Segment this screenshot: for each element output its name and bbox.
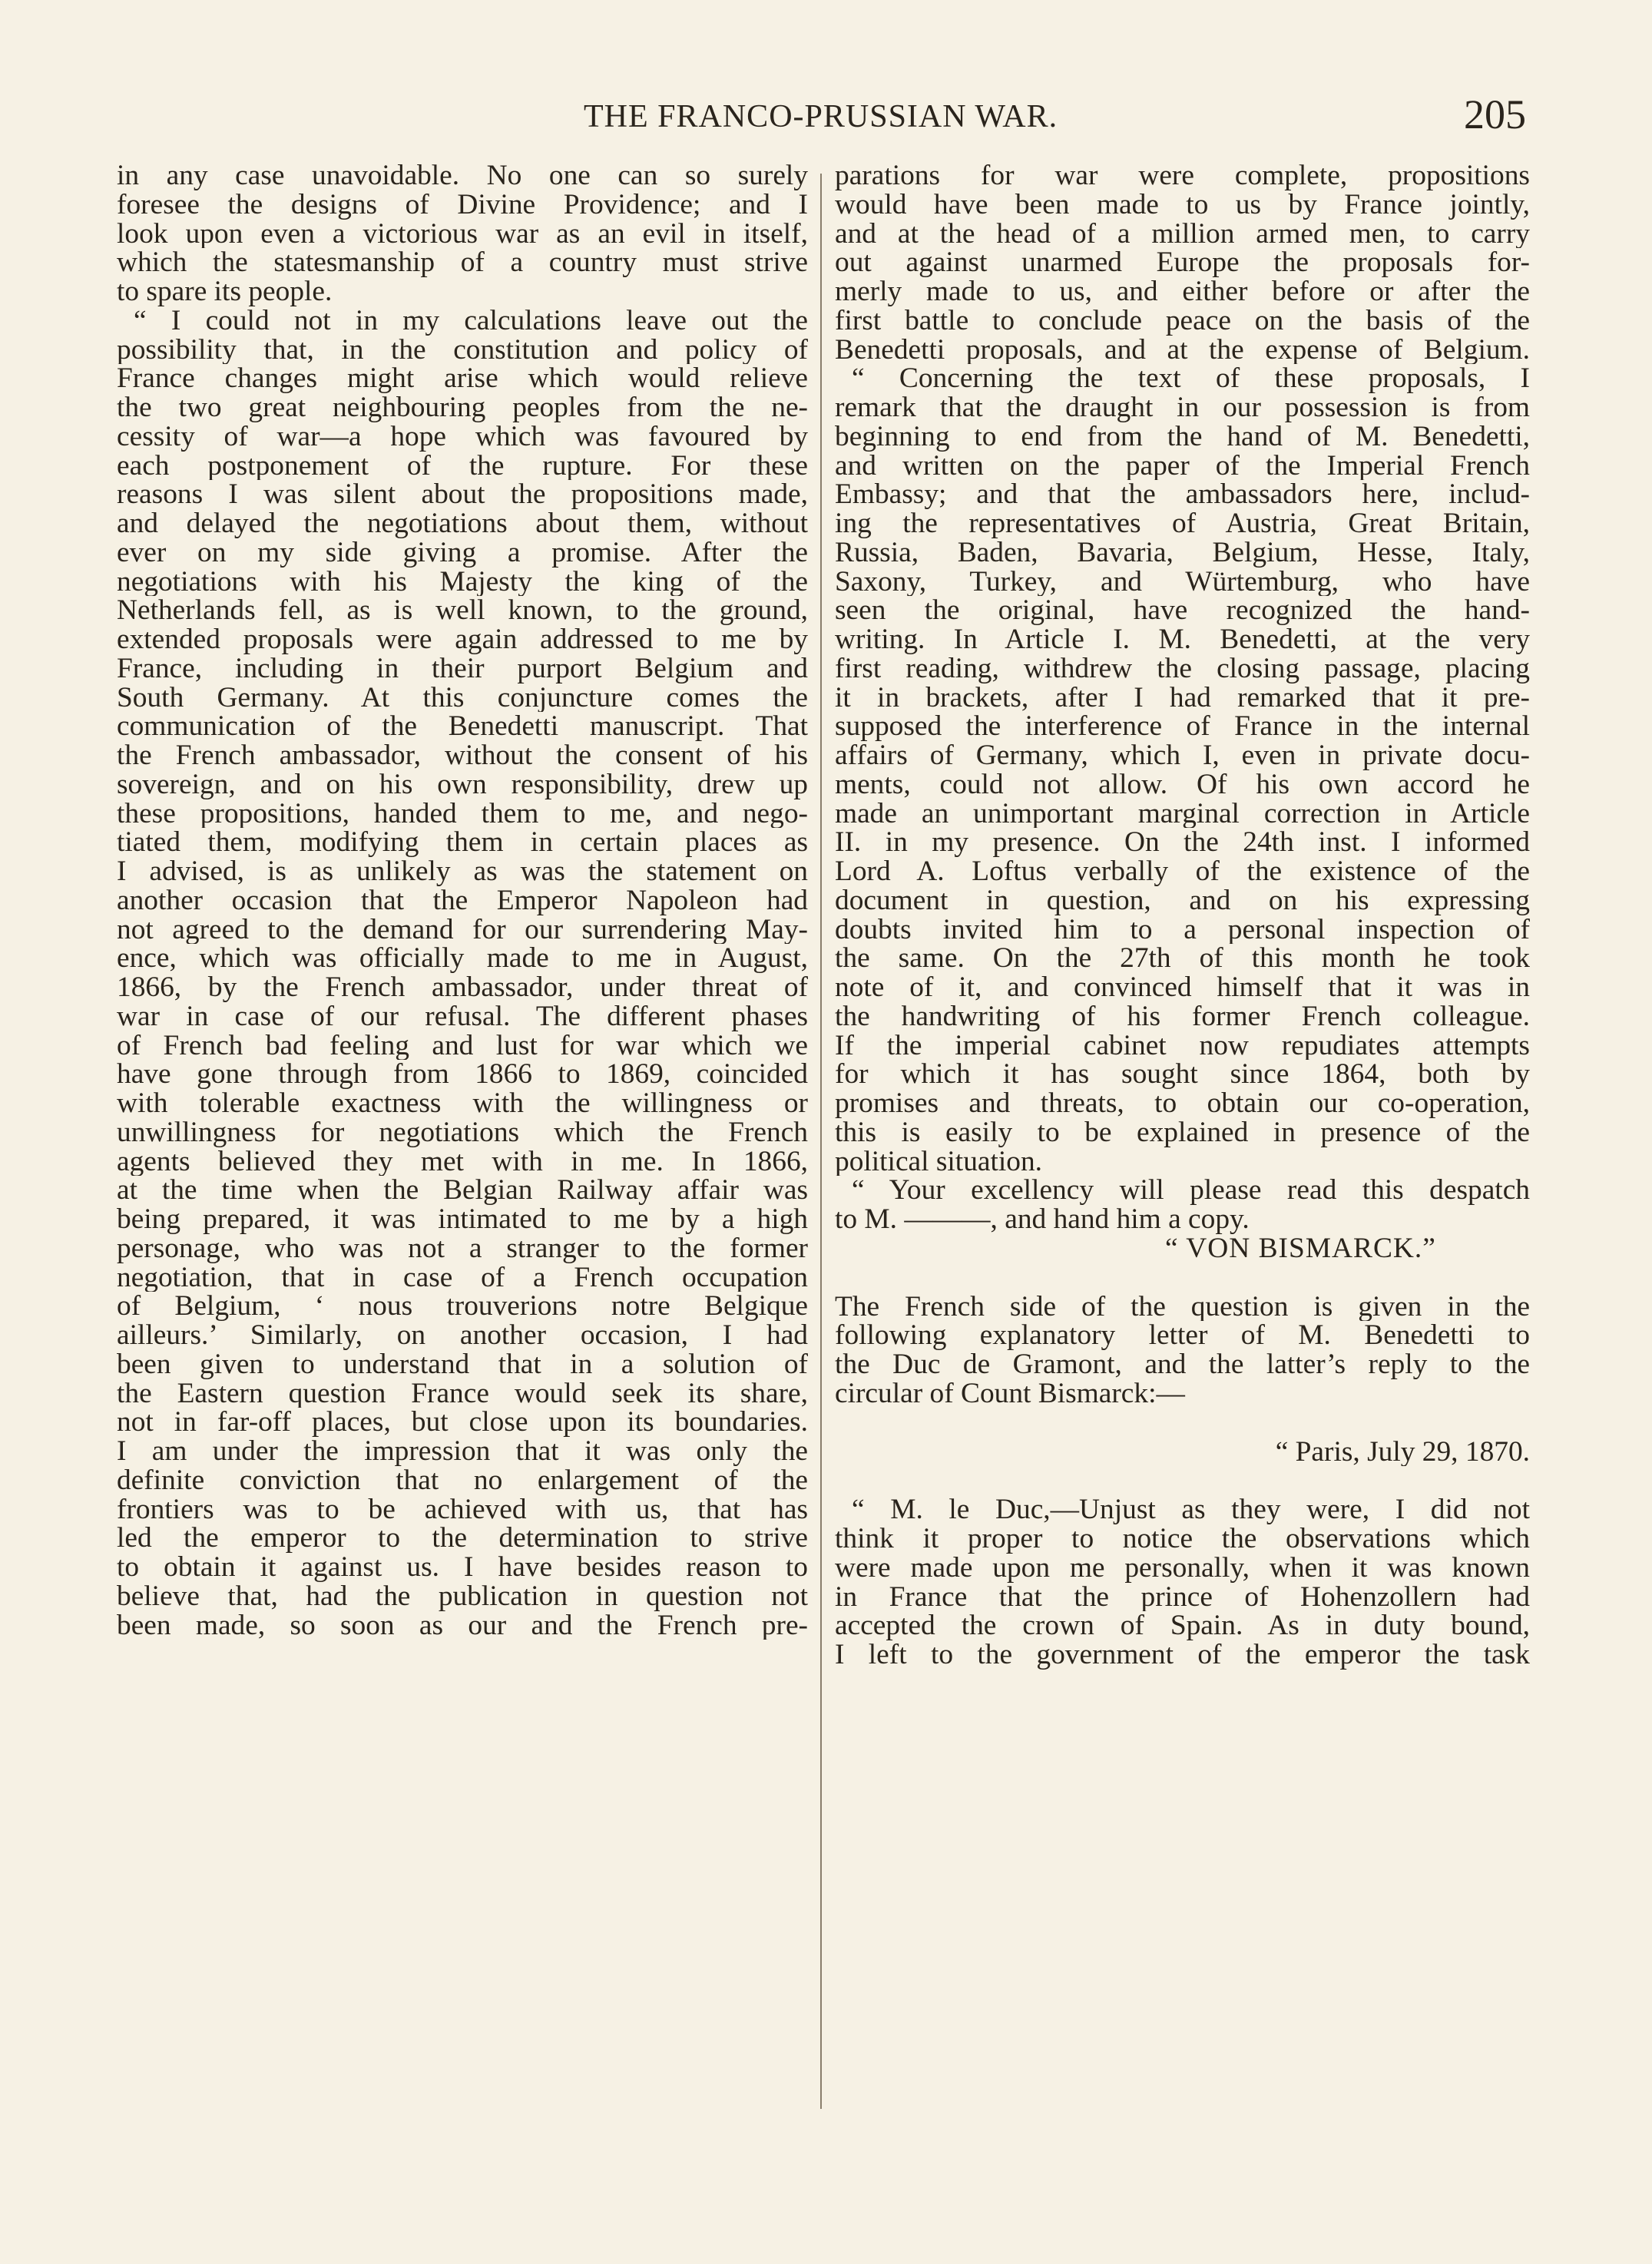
text-line: frontiers was to be achieved with us, that has xyxy=(117,1494,808,1524)
text-line: war in case of our refusal. The different phases xyxy=(117,1001,808,1031)
text-line: ments, could not allow. Of his own accord he xyxy=(835,770,1530,799)
text-line: and at the head of a million armed men, to carry xyxy=(835,219,1530,249)
text-line: the handwriting of his former French colleague. xyxy=(835,1001,1530,1031)
text-line: Lord A. Loftus verbally of the existence of the xyxy=(835,857,1530,886)
text-line: remark that the draught in our possession is from xyxy=(835,393,1530,422)
text-line: think it proper to notice the observations which xyxy=(835,1524,1530,1554)
text-line: the French ambassador, without the consent of his xyxy=(117,741,808,770)
page-number: 205 xyxy=(1464,91,1526,137)
text-line: and written on the paper of the Imperial French xyxy=(835,451,1530,481)
text-line: “ I could not in my calculations leave out the xyxy=(134,306,808,336)
text-line: made an unimportant marginal correction in Article xyxy=(835,799,1530,829)
text-line: political situation. xyxy=(835,1147,1043,1177)
text-line: with tolerable exactness with the willingness or xyxy=(117,1089,808,1118)
text-line: for which it has sought since 1864, both by xyxy=(835,1060,1530,1089)
text-line: ing the representatives of Austria, Great Britain, xyxy=(835,509,1530,538)
text-line: it in brackets, after I had remarked that it pre- xyxy=(835,683,1530,713)
text-line: Embassy; and that the ambassadors here, includ- xyxy=(835,480,1530,509)
text-line: “ M. le Duc,—Unjust as they were, I did not xyxy=(852,1495,1530,1524)
text-line: ailleurs.’ Similarly, on another occasion, I had xyxy=(117,1321,808,1350)
text-line: to obtain it against us. I have besides reason to xyxy=(117,1553,808,1582)
text-line: been made, so soon as our and the French pre- xyxy=(117,1610,808,1640)
blank-line xyxy=(835,1408,1530,1438)
text-line: Russia, Baden, Bavaria, Belgium, Hesse, Italy, xyxy=(835,538,1530,568)
text-line: each postponement of the rupture. For these xyxy=(117,451,808,481)
text-line: parations for war were complete, propositions xyxy=(835,161,1530,190)
text-line: Benedetti proposals, and at the expense of Belgium. xyxy=(835,335,1530,365)
text-line: South Germany. At this conjuncture comes the xyxy=(117,683,808,713)
text-line: “ Your excellency will please read this despatch xyxy=(852,1176,1530,1205)
text-line: circular of Count Bismarck:— xyxy=(835,1379,1185,1408)
text-line: definite conviction that no enlargement of the xyxy=(117,1465,808,1495)
text-line: this is easily to be explained in presence of the xyxy=(835,1117,1530,1147)
text-line: these propositions, handed them to me, and nego- xyxy=(117,799,808,829)
text-line: I left to the government of the emperor the task xyxy=(835,1640,1530,1670)
text-line: Saxony, Turkey, and Würtemburg, who have xyxy=(835,567,1530,597)
text-line: first reading, withdrew the closing passage, placing xyxy=(835,654,1530,684)
text-line: sovereign, and on his own responsibility, drew up xyxy=(117,770,808,799)
text-line: the same. On the 27th of this month he took xyxy=(835,944,1530,973)
text-line: personage, who was not a stranger to the former xyxy=(117,1233,808,1263)
text-line: writing. In Article I. M. Benedetti, at the very xyxy=(835,625,1530,654)
text-line: doubts invited him to a personal inspection of xyxy=(835,915,1530,945)
text-line: “ Concerning the text of these proposals, I xyxy=(852,364,1530,393)
text-line: merly made to us, and either before or after the xyxy=(835,277,1530,306)
text-line: being prepared, it was intimated to me by a high xyxy=(117,1205,808,1234)
text-line: not in far-off places, but close upon its boundaries. xyxy=(117,1408,808,1437)
text-line: possibility that, in the constitution and policy of xyxy=(117,335,808,365)
text-line: first battle to conclude peace on the basis of the xyxy=(835,306,1530,336)
text-line: and delayed the negotiations about them, without xyxy=(117,509,808,538)
text-line: Netherlands fell, as is well known, to the ground, xyxy=(117,596,808,625)
text-line: look upon even a victorious war as an evil in itself, xyxy=(117,219,808,249)
text-line: to M. ———, and hand him a copy. xyxy=(835,1205,1250,1234)
text-line: “ Paris, July 29, 1870. xyxy=(1275,1437,1530,1467)
text-line: reasons I was silent about the propositions made, xyxy=(117,480,808,509)
text-line: France changes might arise which would relieve xyxy=(117,364,808,393)
text-line: communication of the Benedetti manuscript. That xyxy=(117,712,808,741)
text-line: 1866, by the French ambassador, under threat of xyxy=(117,973,808,1002)
text-line: which the statesmanship of a country must strive xyxy=(117,248,808,277)
text-line: of Belgium, ‘ nous trouverions notre Belgique xyxy=(117,1292,808,1321)
text-line: unwillingness for negotiations which the French xyxy=(117,1117,808,1147)
text-line: at the time when the Belgian Railway affair was xyxy=(117,1176,808,1205)
text-line: ence, which was officially made to me in August, xyxy=(117,944,808,973)
right-column xyxy=(835,161,1530,1670)
text-line: negotiations with his Majesty the king of the xyxy=(117,567,808,597)
text-line: negotiation, that in case of a French occupation xyxy=(117,1263,808,1293)
text-line: of French bad feeling and lust for war which we xyxy=(117,1031,808,1061)
text-line: have gone through from 1866 to 1869, coincided xyxy=(117,1060,808,1089)
text-line: beginning to end from the hand of M. Benedetti, xyxy=(835,422,1530,452)
running-title: THE FRANCO-PRUSSIAN WAR. xyxy=(584,99,1058,134)
text-line: ever on my side giving a promise. After the xyxy=(117,538,808,568)
text-line: promises and threats, to obtain our co-operation, xyxy=(835,1089,1530,1118)
text-line: in any case unavoidable. No one can so surely xyxy=(117,161,808,190)
text-line: agents believed they met with in me. In 1866, xyxy=(117,1147,808,1177)
text-line: in France that the prince of Hohenzollern had xyxy=(835,1582,1530,1612)
text-line: II. in my presence. On the 24th inst. I informed xyxy=(835,828,1530,857)
text-line: following explanatory letter of M. Benedetti to xyxy=(835,1321,1530,1350)
text-line: out against unarmed Europe the proposals for- xyxy=(835,248,1530,277)
text-line: the two great neighbouring peoples from the ne- xyxy=(117,393,808,422)
text-line: France, including in their purport Belgium and xyxy=(117,654,808,684)
text-line: the Eastern question France would seek its share, xyxy=(117,1379,808,1408)
text-line: cessity of war—a hope which was favoured by xyxy=(117,422,808,452)
text-line: I am under the impression that it was only the xyxy=(117,1437,808,1466)
text-line: document in question, and on his expressing xyxy=(835,885,1530,915)
column-divider xyxy=(820,174,822,2109)
text-line: note of it, and convinced himself that it was in xyxy=(835,973,1530,1002)
text-line: believe that, had the publication in question not xyxy=(117,1581,808,1611)
text-line: “ VON BISMARCK.” xyxy=(1165,1233,1436,1263)
text-line: been given to understand that in a solution of xyxy=(117,1349,808,1379)
text-line: not agreed to the demand for our surrendering May- xyxy=(117,915,808,945)
text-line: supposed the interference of France in the internal xyxy=(835,712,1530,741)
text-line: affairs of Germany, which I, even in private docu- xyxy=(835,741,1530,770)
text-line: accepted the crown of Spain. As in duty bound, xyxy=(835,1611,1530,1640)
left-column xyxy=(117,161,808,1640)
text-line: seen the original, have recognized the hand- xyxy=(835,596,1530,625)
blank-line xyxy=(835,1466,1530,1495)
text-line: tiated them, modifying them in certain places as xyxy=(117,828,808,857)
text-line: would have been made to us by France jointly, xyxy=(835,190,1530,220)
blank-line xyxy=(835,1263,1530,1293)
text-line: the Duc de Gramont, and the latter’s reply to the xyxy=(835,1350,1530,1379)
text-line: I advised, is as unlikely as was the statement on xyxy=(117,857,808,886)
running-header xyxy=(0,91,1652,144)
text-line: foresee the designs of Divine Providence; and I xyxy=(117,190,808,220)
text-line: were made upon me personally, when it was known xyxy=(835,1553,1530,1583)
text-line: extended proposals were again addressed to me by xyxy=(117,625,808,654)
text-line: another occasion that the Emperor Napoleon had xyxy=(117,885,808,915)
text-line: led the emperor to the determination to strive xyxy=(117,1524,808,1553)
text-line: If the imperial cabinet now repudiates attempts xyxy=(835,1031,1530,1061)
text-line: to spare its people. xyxy=(117,277,333,306)
text-line: The French side of the question is given in the xyxy=(835,1292,1530,1322)
